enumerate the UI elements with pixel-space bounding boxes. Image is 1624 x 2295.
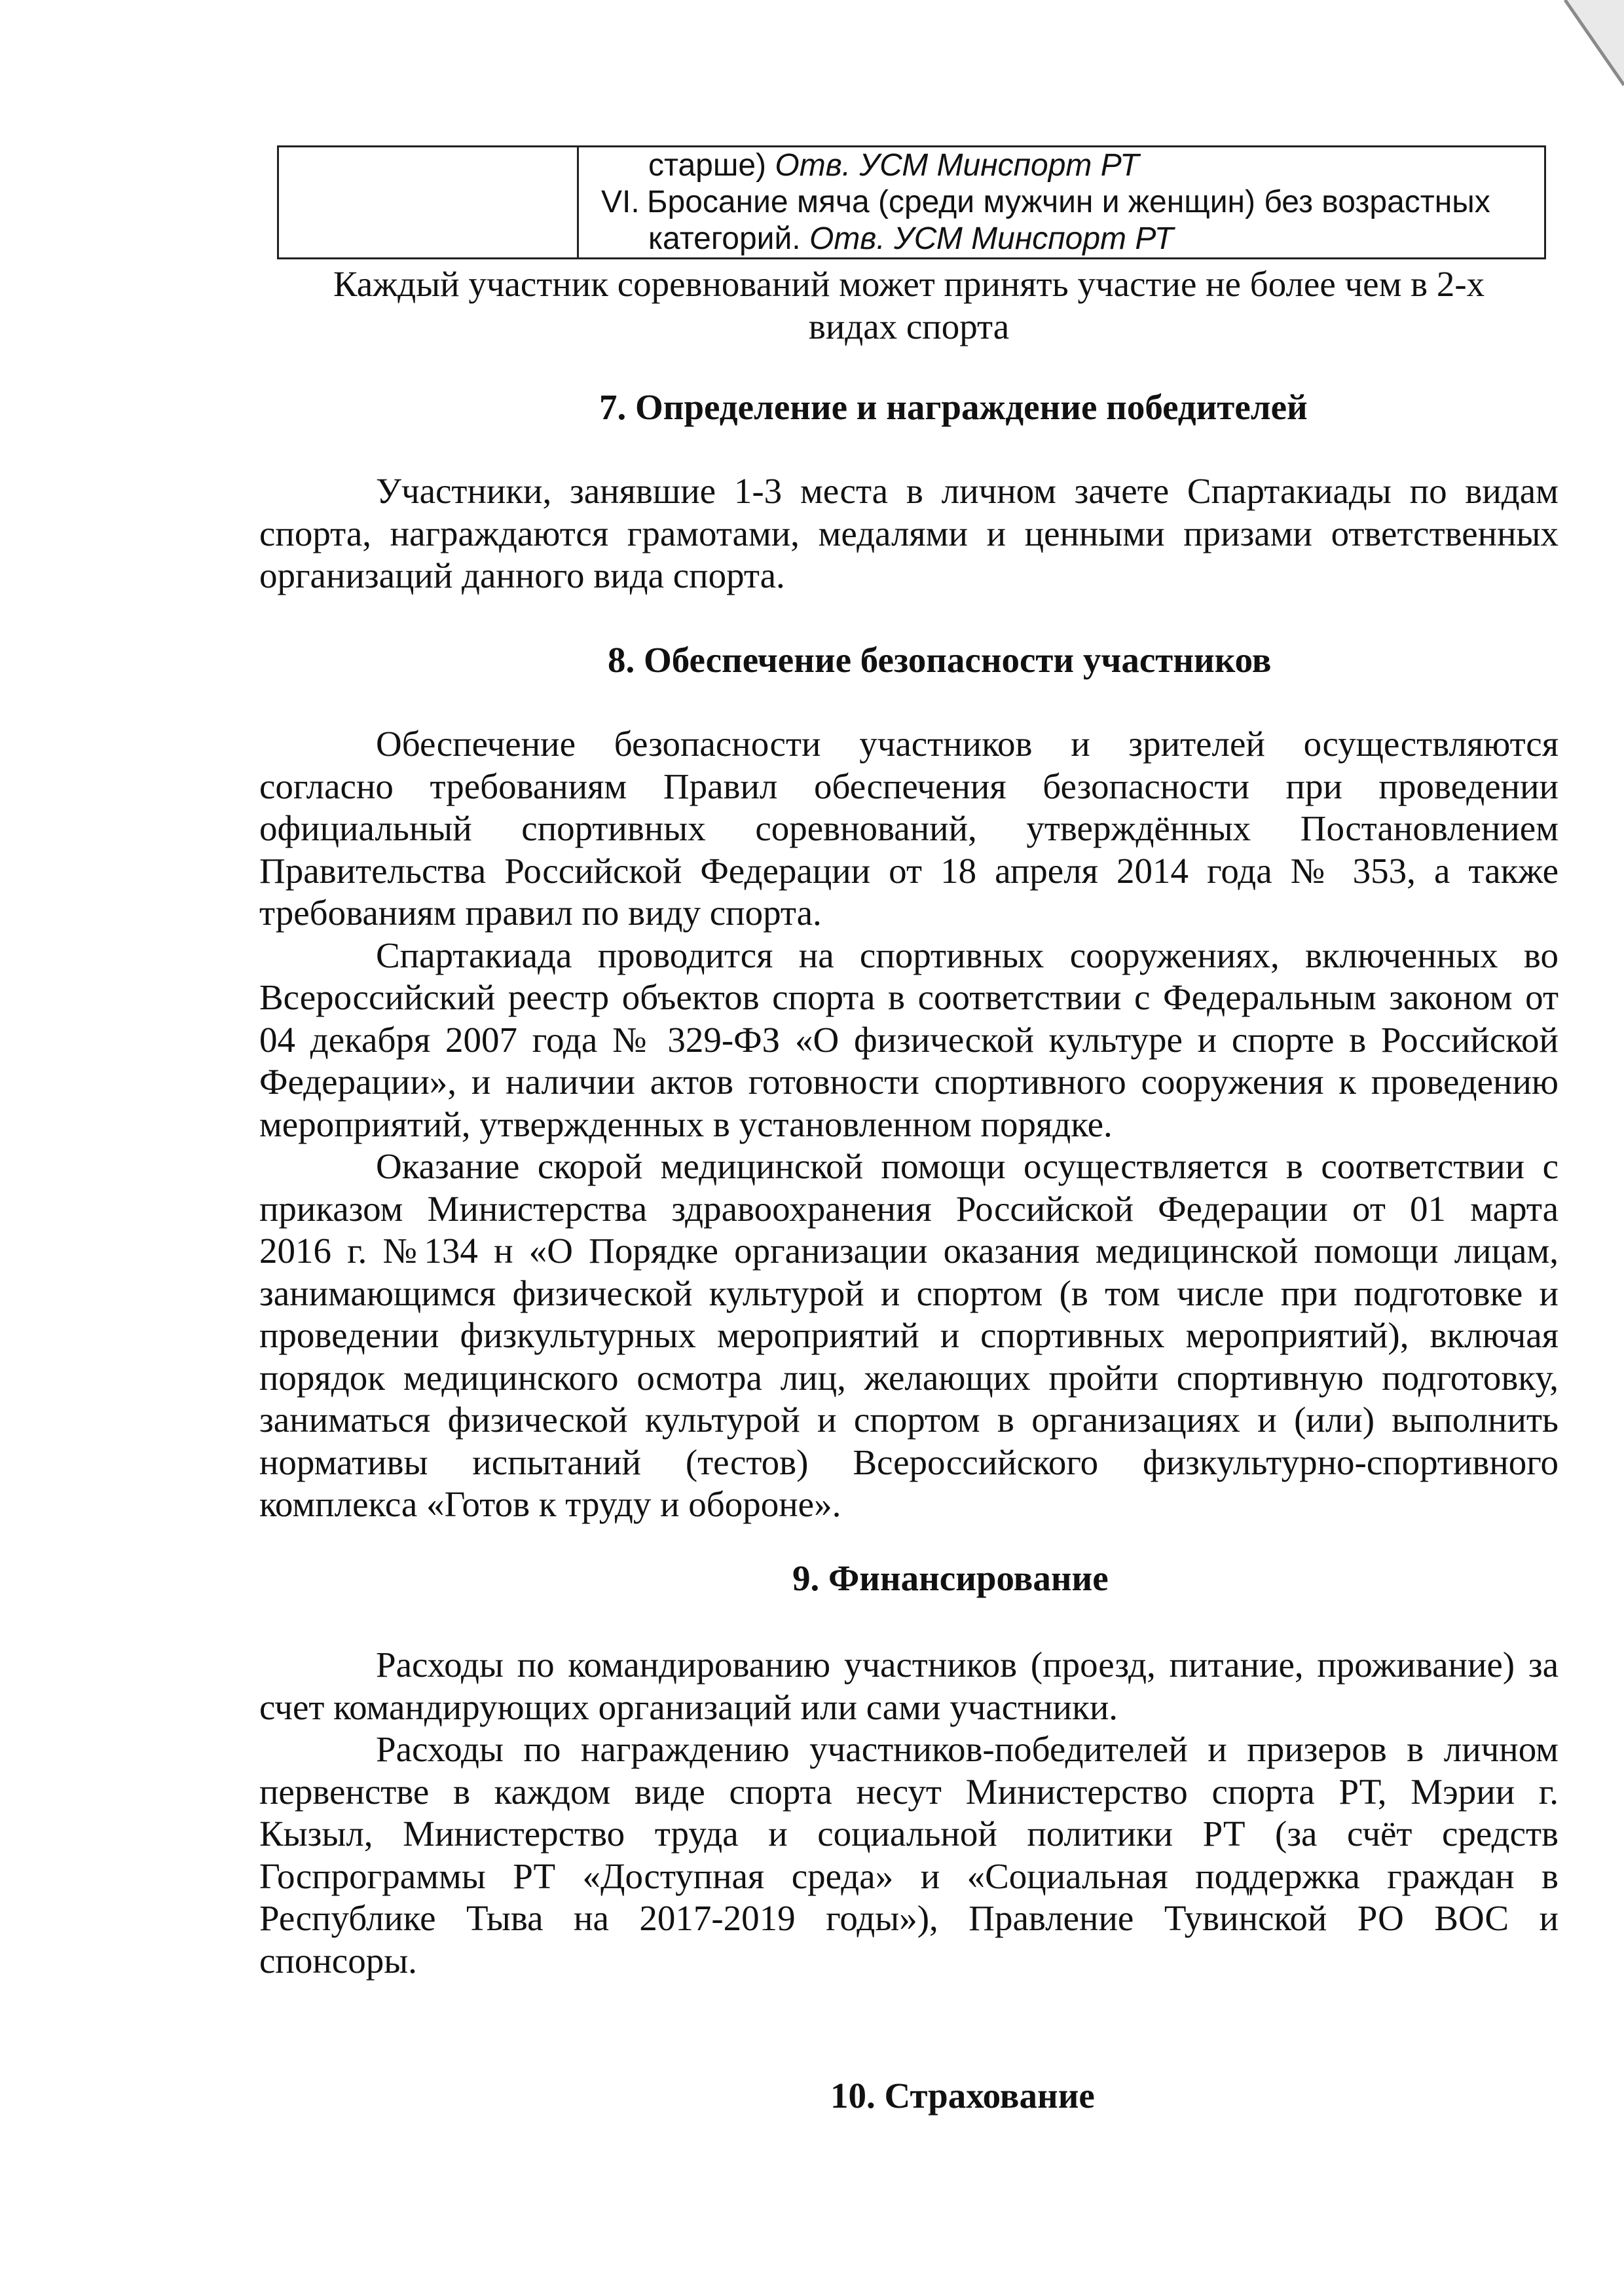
table-empty-cell <box>278 147 578 259</box>
section-7-heading: 7. Определение и награждение победителей <box>599 387 1308 427</box>
section-9-body: Расходы по командированию участников (проезд, питание, проживание) за счет командирующих организаций или сами участники. Расходы по награждению участников-победителей и призеров в личном первенстве в каждом виде спорта несут Министерство спорта РТ, Мэрии г. Кызыл, Министерство труда и социальной политики РТ (за счёт средств Госпрограммы РТ «Доступная среда» и «Социальная поддержка граждан в Республике Тыва на 2017-2019 годы»), Правление Тувинской РО ВОС и спонсоры. <box>259 1645 1559 1981</box>
table-program-cell <box>578 147 1545 259</box>
section-9-heading: 9. Финансирование <box>792 1558 1109 1598</box>
section-7-paragraph: Участники, занявшие 1-3 места в личном зачете Спартакиады по видам спорта, награждаются грамотами, медалями и ценными призами ответственных организаций данного вида спорта. <box>259 471 1559 595</box>
folded-corner <box>1467 0 1624 138</box>
section-10-heading: 10. Страхование <box>830 2076 1095 2116</box>
section-8-heading: 8. Обеспечение безопасности участников <box>608 640 1272 680</box>
table-line-2: VI. Бросание мяча (среди мужчин и женщин) без возрастных <box>601 185 1490 219</box>
table-line-3: категорий. Отв. УСМ Минспорт РТ <box>648 221 1174 256</box>
table-line-1: старше) Отв. УСМ Минспорт РТ <box>648 148 1139 183</box>
responsible-label: Отв. УСМ Минспорт РТ <box>809 221 1174 256</box>
section-8-body: Обеспечение безопасности участников и зрителей осуществляются согласно требованиям Правил обеспечения безопасности при проведении официальный спортивных соревнований, утверждённых Постановлением Правительства Российской Федерации от 18 апреля 2014 года № 353, а также требованиям правил по виду спорта. Спартакиада проводится на спортивных сооружениях, включенных во Всероссийский реестр объектов спорта в соответствии с Федеральным законом от 04 декабря 2007 года № 329-ФЗ «О физической культуре и спорте в Российской Федерации», и наличии актов готовности спортивного сооружения к проведению мероприятий, утвержденных в установленном порядке. Оказание скорой медицинской помощи осуществляется в соответствии с приказом Министерства здравоохранения Российской Федерации от 01 марта 2016 г. №134 н «О Порядке организации оказания медицинской помощи лицам, занимающимся физической культурой и спортом (в том числе при подготовке и проведении физкультурных мероприятий и спортивных мероприятий), включая порядок медицинского осмотра лиц, желающих пройти спортивную подготовку, заниматься физической культурой и спортом в организациях и (или) выполнить нормативы испытаний (тестов) Всероссийского физкультурно-спортивного комплекса «Готов к труду и обороне». <box>259 724 1559 1524</box>
participation-note: Каждый участник соревнований может принять участие не более чем в 2-х видах спорта <box>333 264 1485 346</box>
program-table-fragment <box>277 145 1546 259</box>
responsible-label: Отв. УСМ Минспорт РТ <box>775 148 1139 183</box>
